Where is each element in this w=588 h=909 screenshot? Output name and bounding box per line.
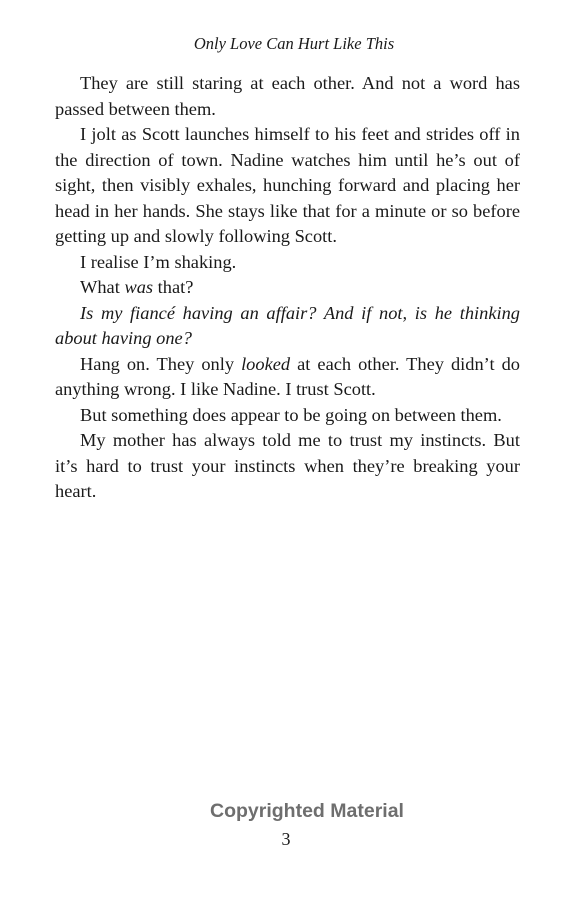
paragraph: My mother has always told me to trust my instincts. But it’s hard to trust your instincts when they’re breaking your heart. xyxy=(55,430,520,501)
paragraph: They are still staring at each other. And not a word has passed between them. xyxy=(55,73,520,119)
paragraph-text: What xyxy=(80,277,125,297)
emphasis-text: was xyxy=(124,277,154,297)
paragraph xyxy=(55,275,520,301)
paragraph-text: at each other. They didn’t do anything wrong. I like Nadine. I trust Scott. xyxy=(55,353,520,399)
paragraph-text: Hang on. They only xyxy=(80,353,242,374)
emphasis-text: looked xyxy=(241,353,291,374)
paragraph-italic xyxy=(55,301,520,352)
emphasis-text: Is my fiancé having an affair? And if not, is he thinking about having one? xyxy=(55,302,520,348)
paragraph: I realise I’m shaking. xyxy=(80,251,237,272)
page-number: 3 xyxy=(281,829,291,849)
paragraph-text: that? xyxy=(153,277,194,297)
paragraph xyxy=(55,352,520,403)
copyright-watermark: Copyrighted Material xyxy=(210,800,404,822)
body-text xyxy=(55,71,520,505)
paragraph: I jolt as Scott launches himself to his feet and strides off in the direction of town. Nadine watches him until he’s out of sight, then visibly exhales, hunching forward and placing her head in her hands. She stays like that for a minute or so before getting up and slowly following Scott. xyxy=(55,124,520,246)
paragraph: But something does appear to be going on between them. xyxy=(80,404,502,425)
running-head: Only Love Can Hurt Like This xyxy=(193,34,395,53)
